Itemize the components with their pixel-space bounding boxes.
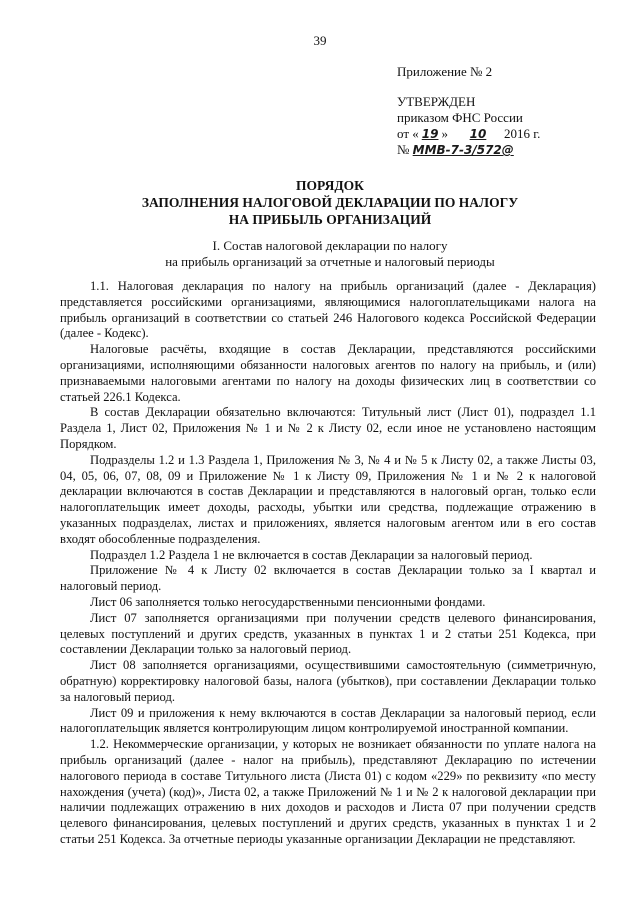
section-line-2: на прибыль организаций за отчетные и налоговый периоды: [165, 254, 495, 269]
title-line-2: ЗАПОЛНЕНИЯ НАЛОГОВОЙ ДЕКЛАРАЦИИ ПО НАЛОГУ: [141, 195, 519, 210]
document-title: [60, 177, 600, 228]
paragraph: Налоговые расчёты, входящие в состав Декларации, представляются российскими организациями, исполняющими обязанности налоговых агентов по налогу на прибыль, и (или) признаваемыми налоговыми агентами по налогу на доходы физических лиц в соответствии со статьей 226.1 Кодекса.: [60, 342, 596, 404]
date-day: 19: [421, 127, 439, 141]
paragraph: 1.2. Некоммерческие организации, у которых не возникает обязанности по уплате налога на прибыль организаций (далее - налог на прибыль), представляют Декларацию по истечении налогового периода в составе Титульного листа (Листа 01) с кодом «229» по реквизиту «по месту нахождения (учета) (код)», Листа 02, а также Приложений № 1 и № 2 к налоговой декларации при наличии подлежащих отражению в них доходов и расходов и Листа 07 при получении средств целевого финансирования, целевых поступлений и других средств, указанных в пунктах 1 и 2 статьи 251 Кодекса. За отчетные периоды указанные организации Декларации не представляют.: [60, 737, 596, 846]
order-date: [397, 126, 540, 142]
paragraph: Подразделы 1.2 и 1.3 Раздела 1, Приложения № 3, № 4 и № 5 к Листу 02, а также Листы 03, 04, 05, 06, 07, 08, 09 и Приложение № 1 к Листу 09, Приложения № 1 и № 2 к налоговой декларации включаются в состав Декларации и представляются в налоговый орган, только если налогоплательщик имеет доходы, расходы, убытки или средства, подлежащие отражению в указанных подразделах, листах и приложениях, является налоговым агентом или в его состав входят обособленные подразделения.: [60, 452, 596, 546]
number-prefix: №: [397, 142, 410, 157]
paragraph: В состав Декларации обязательно включаются: Титульный лист (Лист 01), подраздел 1.1 Раздела 1, Лист 02, Приложения № 1 и № 2 к Листу 02, если иное не установлено настоящим Порядком.: [60, 405, 596, 451]
title-line-3: НА ПРИБЫЛЬ ОРГАНИЗАЦИЙ: [228, 212, 432, 227]
title-line-1: ПОРЯДОК: [296, 178, 364, 193]
paragraph: Приложение № 4 к Листу 02 включается в состав Декларации только за I квартал и налоговый период.: [60, 563, 596, 594]
paragraph: Подраздел 1.2 Раздела 1 не включается в состав Декларации за налоговый период.: [90, 547, 533, 562]
paragraph: 1.1. Налоговая декларация по налогу на прибыль организаций (далее - Декларация) представляется российскими организациями, являющимися налогоплательщиками налога на прибыль организаций в соответствии со статьей 246 Налогового кодекса Российской Федерации (далее - Кодекс).: [60, 279, 596, 341]
number-value: ММВ-7-3/572@: [412, 143, 514, 157]
approval-block: [397, 64, 540, 158]
date-prefix: от «: [397, 126, 419, 141]
appendix-label: Приложение № 2: [397, 64, 493, 79]
approved-label: УТВЕРЖДЕН: [397, 94, 476, 109]
document-body: [60, 279, 596, 848]
order-number: [397, 142, 540, 158]
page-number: 39: [313, 33, 327, 48]
paragraph: Лист 08 заполняется организациями, осуществившими самостоятельную (симметричную, обратную) корректировку налоговой базы, налога (убытков), при составлении Декларации только за налоговый период.: [60, 658, 596, 704]
date-mid: »: [441, 126, 448, 141]
section-line-1: I. Состав налоговой декларации по налогу: [212, 238, 448, 253]
paragraph: Лист 07 заполняется организациями при получении средств целевого финансирования, целевых поступлений и других средств, указанных в пунктах 1 и 2 статьи 251 Кодекса, при составлении Декларации только за налоговый период.: [60, 610, 596, 657]
order-label: приказом ФНС России: [397, 110, 523, 125]
paragraph: Лист 09 и приложения к нему включаются в состав Декларации за налоговый период, если налогоплательщик является контролирующим лицом контролируемой иностранной компании.: [60, 705, 596, 736]
date-month: 10: [469, 127, 487, 141]
date-year: 2016 г.: [503, 126, 541, 141]
paragraph: Лист 06 заполняется только негосударственными пенсионными фондами.: [90, 594, 486, 609]
section-heading: [60, 238, 600, 270]
